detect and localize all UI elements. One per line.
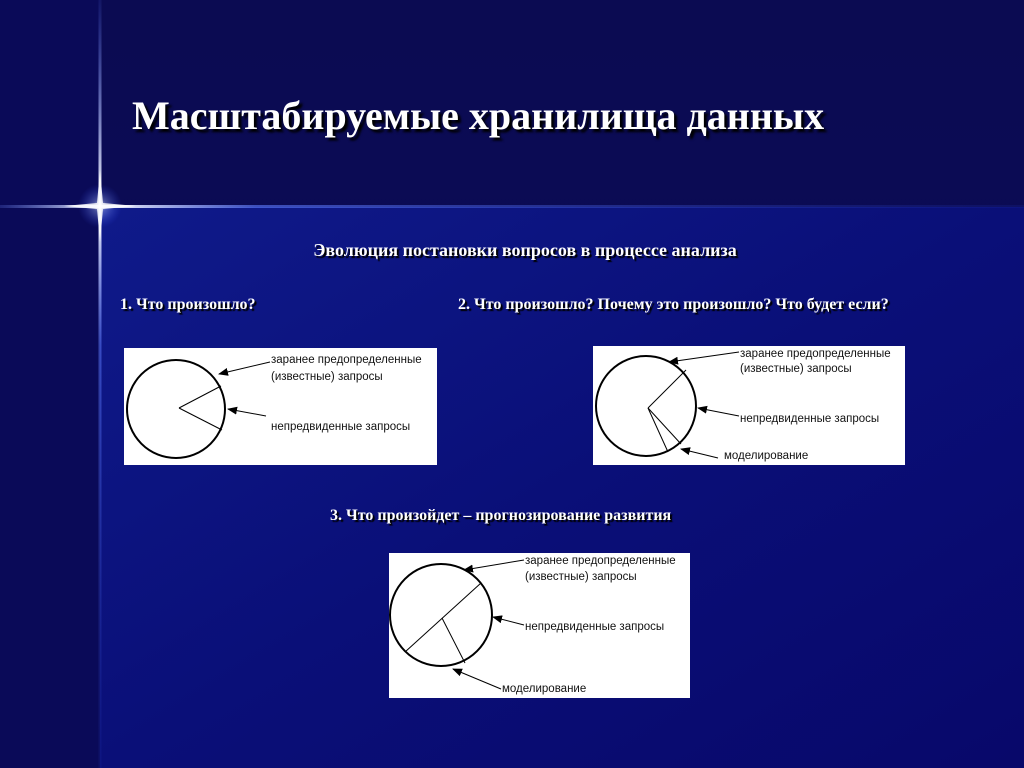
modeling-text: моделирование	[502, 683, 587, 695]
predefined-queries-text-line2: (известные) запросы	[740, 363, 852, 375]
diagram-stage3	[389, 553, 690, 698]
predefined-queries-text-line2: (известные) запросы	[525, 571, 637, 583]
predefined-queries-text-line1: заранее предопределенные	[740, 348, 891, 360]
predefined-queries-text-line1: заранее предопределенные	[271, 354, 422, 366]
knowledge-circle	[596, 356, 696, 456]
sector-line-branch	[442, 618, 465, 663]
arrow-unforeseen	[228, 409, 266, 416]
unforeseen-queries-text: непредвиденные запросы	[525, 621, 665, 633]
stage2-label: 2. Что произошло? Почему это произошло? Что будет если?	[458, 296, 889, 313]
sector-line-lower	[179, 408, 222, 430]
arrow-predefined	[669, 352, 739, 362]
arrow-modeling	[453, 669, 501, 689]
arrow-unforeseen	[493, 617, 524, 625]
stage3-label: 3. Что произойдет – прогнозирование развития	[330, 507, 672, 524]
stage1-label: 1. Что произошло?	[120, 296, 256, 313]
predefined-queries-text-line2: (известные) запросы	[271, 371, 383, 383]
sector-line-middle	[648, 408, 681, 444]
diagram-stage1	[124, 348, 437, 465]
unforeseen-queries-text: непредвиденные запросы	[740, 413, 880, 425]
modeling-text: моделирование	[724, 450, 809, 462]
sector-line-upper	[648, 370, 686, 408]
knowledge-circle	[127, 360, 225, 458]
arrow-predefined	[219, 362, 270, 374]
sector-line-upper	[179, 386, 221, 408]
sector-line-lower	[648, 408, 668, 452]
knowledge-circle	[390, 564, 492, 666]
unforeseen-queries-text: непредвиденные запросы	[271, 421, 411, 433]
slide-subtitle: Эволюция постановки вопросов в процессе анализа	[313, 240, 737, 260]
arrow-unforeseen	[698, 408, 739, 416]
predefined-queries-text-line1: заранее предопределенные	[525, 555, 676, 567]
sector-line-diameter	[405, 583, 481, 652]
slide-title: Масштабируемые хранилища данных	[132, 93, 825, 138]
arrow-predefined	[464, 560, 524, 570]
diagram-stage2	[593, 346, 905, 465]
arrow-modeling	[681, 449, 718, 458]
